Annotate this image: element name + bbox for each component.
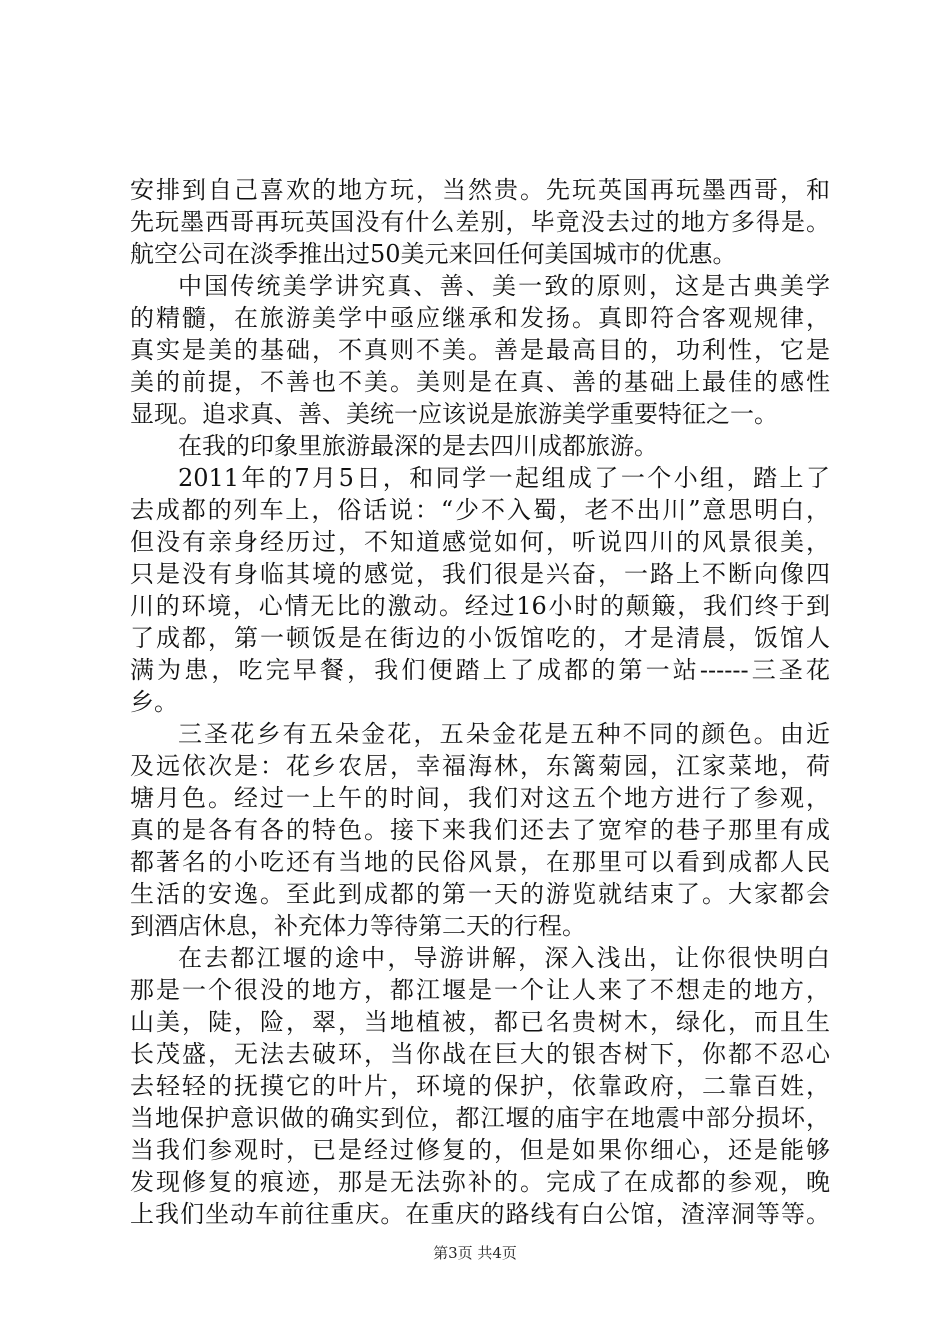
text-line: 塘月色。经过一上午的时间，我们对这五个地方进行了参观， — [130, 784, 830, 812]
text-line: 上我们坐动车前往重庆。在重庆的路线有白公馆，渣滓洞等等。 — [130, 1200, 830, 1228]
text-line: 安排到自己喜欢的地方玩，当然贵。先玩英国再玩墨西哥，和 — [130, 176, 830, 204]
text-line: 生活的安逸。至此到成都的第一天的游览就结束了。大家都会 — [130, 880, 830, 908]
text-line: 真实是美的基础，不真则不美。善是最高目的，功利性，它是 — [130, 336, 830, 364]
text-line: 去轻轻的抚摸它的叶片，环境的保护，依靠政府，二靠百姓， — [130, 1072, 830, 1100]
text-line: 都著名的小吃还有当地的民俗风景，在那里可以看到成都人民 — [130, 848, 830, 876]
text-line: 真的是各有各的特色。接下来我们还去了宽窄的巷子那里有成 — [130, 816, 830, 844]
text-line: 川的环境，心情无比的激动。经过16小时的颠簸，我们终于到 — [130, 592, 830, 620]
page-footer: 第3页 共4页 — [433, 1244, 517, 1262]
text-line: 及远依次是：花乡农居，幸福海林，东篱菊园，江家菜地，荷 — [130, 752, 830, 780]
text-line: 到酒店休息，补充体力等待第二天的行程。 — [130, 912, 586, 940]
text-line: 当地保护意识做的确实到位，都江堰的庙宇在地震中部分损坏， — [130, 1104, 830, 1132]
text-line: 但没有亲身经历过，不知道感觉如何，听说四川的风景很美， — [130, 528, 830, 556]
text-line: 2011年的7月5日，和同学一起组成了一个小组，踏上了 — [178, 464, 830, 492]
text-line: 山美，陡，险，翠，当地植被，都已名贵树木，绿化，而且生 — [130, 1008, 830, 1036]
text-line: 只是没有身临其境的感觉，我们很是兴奋，一路上不断向像四 — [130, 560, 830, 588]
text-line: 的精髓，在旅游美学中亟应继承和发扬。真即符合客观规律， — [130, 304, 830, 332]
text-line: 乡。 — [130, 688, 178, 716]
text-line: 美的前提，不善也不美。美则是在真、善的基础上最佳的感性 — [130, 368, 830, 396]
text-line: 中国传统美学讲究真、善、美一致的原则，这是古典美学 — [178, 272, 830, 300]
text-line: 先玩墨西哥再玩英国没有什么差别，毕竟没去过的地方多得是。 — [130, 208, 830, 236]
text-line: 在我的印象里旅游最深的是去四川成都旅游。 — [178, 432, 658, 460]
document-body — [130, 174, 830, 1230]
text-line: 去成都的列车上，俗话说：“少不入蜀，老不出川”意思明白， — [130, 496, 830, 524]
text-line: 了成都，第一顿饭是在街边的小饭馆吃的，才是清晨，饭馆人 — [130, 624, 830, 652]
text-line: 长茂盛，无法去破环，当你战在巨大的银杏树下，你都不忍心 — [130, 1040, 830, 1068]
text-line: 满为患，吃完早餐，我们便踏上了成都的第一站------三圣花 — [130, 656, 830, 684]
text-line: 在去都江堰的途中，导游讲解，深入浅出，让你很快明白 — [178, 944, 830, 972]
text-line: 航空公司在淡季推出过50美元来回任何美国城市的优惠。 — [130, 240, 737, 268]
text-line: 当我们参观时，已是经过修复的，但是如果你细心，还是能够 — [130, 1136, 830, 1164]
text-line: 三圣花乡有五朵金花，五朵金花是五种不同的颜色。由近 — [178, 720, 830, 748]
text-line: 显现。追求真、善、美统一应该说是旅游美学重要特征之一。 — [130, 400, 778, 428]
text-line: 那是一个很没的地方，都江堰是一个让人来了不想走的地方， — [130, 976, 830, 1004]
text-line: 发现修复的痕迹，那是无法弥补的。完成了在成都的参观，晚 — [130, 1168, 830, 1196]
